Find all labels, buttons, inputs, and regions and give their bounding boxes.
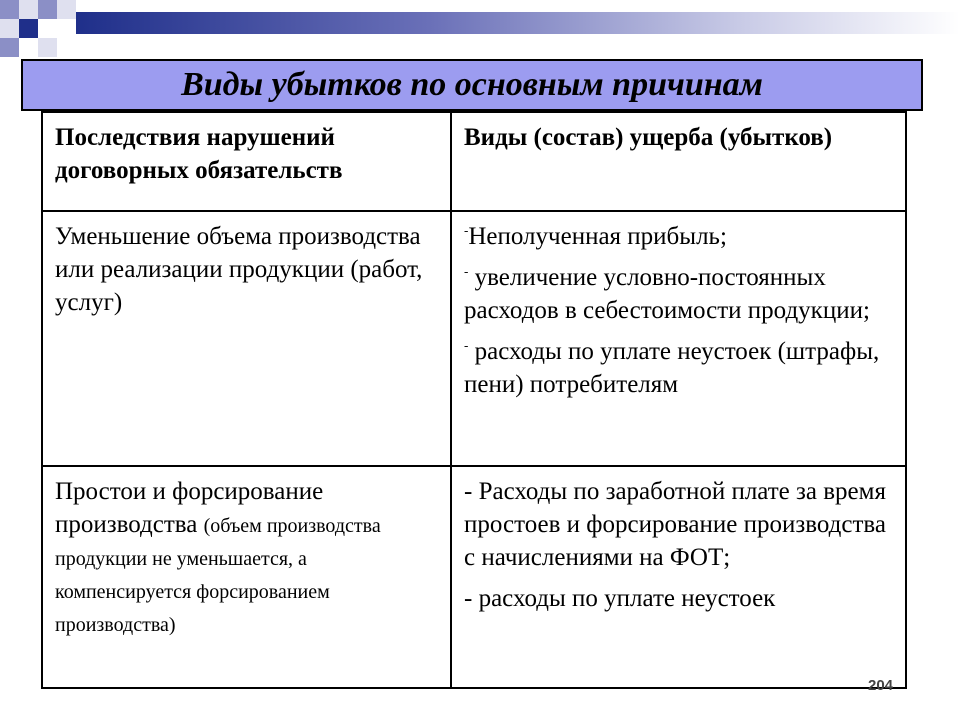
losses-table [41, 111, 907, 689]
slide-title-box [21, 59, 923, 111]
row1-item-3 [464, 335, 895, 401]
table-row [42, 211, 906, 466]
row1-item-1 [464, 220, 895, 253]
decor-square [0, 38, 19, 57]
decor-square [0, 0, 19, 19]
row2-cause [42, 466, 451, 688]
decor-square [38, 38, 57, 57]
table-header-row [42, 112, 906, 211]
row1-item-1-text: Неполученная прибыль; [468, 223, 727, 250]
row2-item-2: - расходы по уплате неустоек [464, 585, 776, 612]
row1-item-3-text: расходы по уплате неустоек (штрафы, пени) потребителям [464, 338, 880, 398]
row1-losses [451, 211, 906, 466]
page-number: 204 [868, 677, 894, 694]
row1-item-2-text: увеличение условно-постоянных расходов в себестоимости продукции; [464, 264, 870, 324]
table-row [42, 466, 906, 688]
dash-marker: - [464, 337, 469, 353]
slide-title: Виды убытков по основным причинам [181, 66, 763, 103]
decor-square [19, 19, 38, 38]
header-col1: Последствия нарушений договорных обязательств [42, 112, 451, 211]
row1-item-2 [464, 261, 895, 327]
row2-item-1: - Расходы по заработной плате за время простоев и форсирование производства с начислениями на ФОТ; [464, 478, 886, 571]
row1-cause: Уменьшение объема производства или реализации продукции (работ, услуг) [42, 211, 451, 466]
decor-gradient-bar [76, 12, 960, 34]
dash-marker: - [464, 222, 469, 238]
header-col2: Виды (состав) ущерба (убытков) [451, 112, 906, 211]
decor-square [0, 19, 19, 38]
row2-losses [451, 466, 906, 688]
decor-square [19, 0, 38, 19]
row2-cause-note: (объем производства продукции не уменьшается, а компенсируется форсированием производства) [55, 515, 381, 636]
decor-square [38, 0, 57, 19]
row2-cause-main: Простои и форсирование производства [55, 478, 324, 538]
decor-square [57, 0, 76, 19]
dash-marker: - [464, 263, 469, 279]
